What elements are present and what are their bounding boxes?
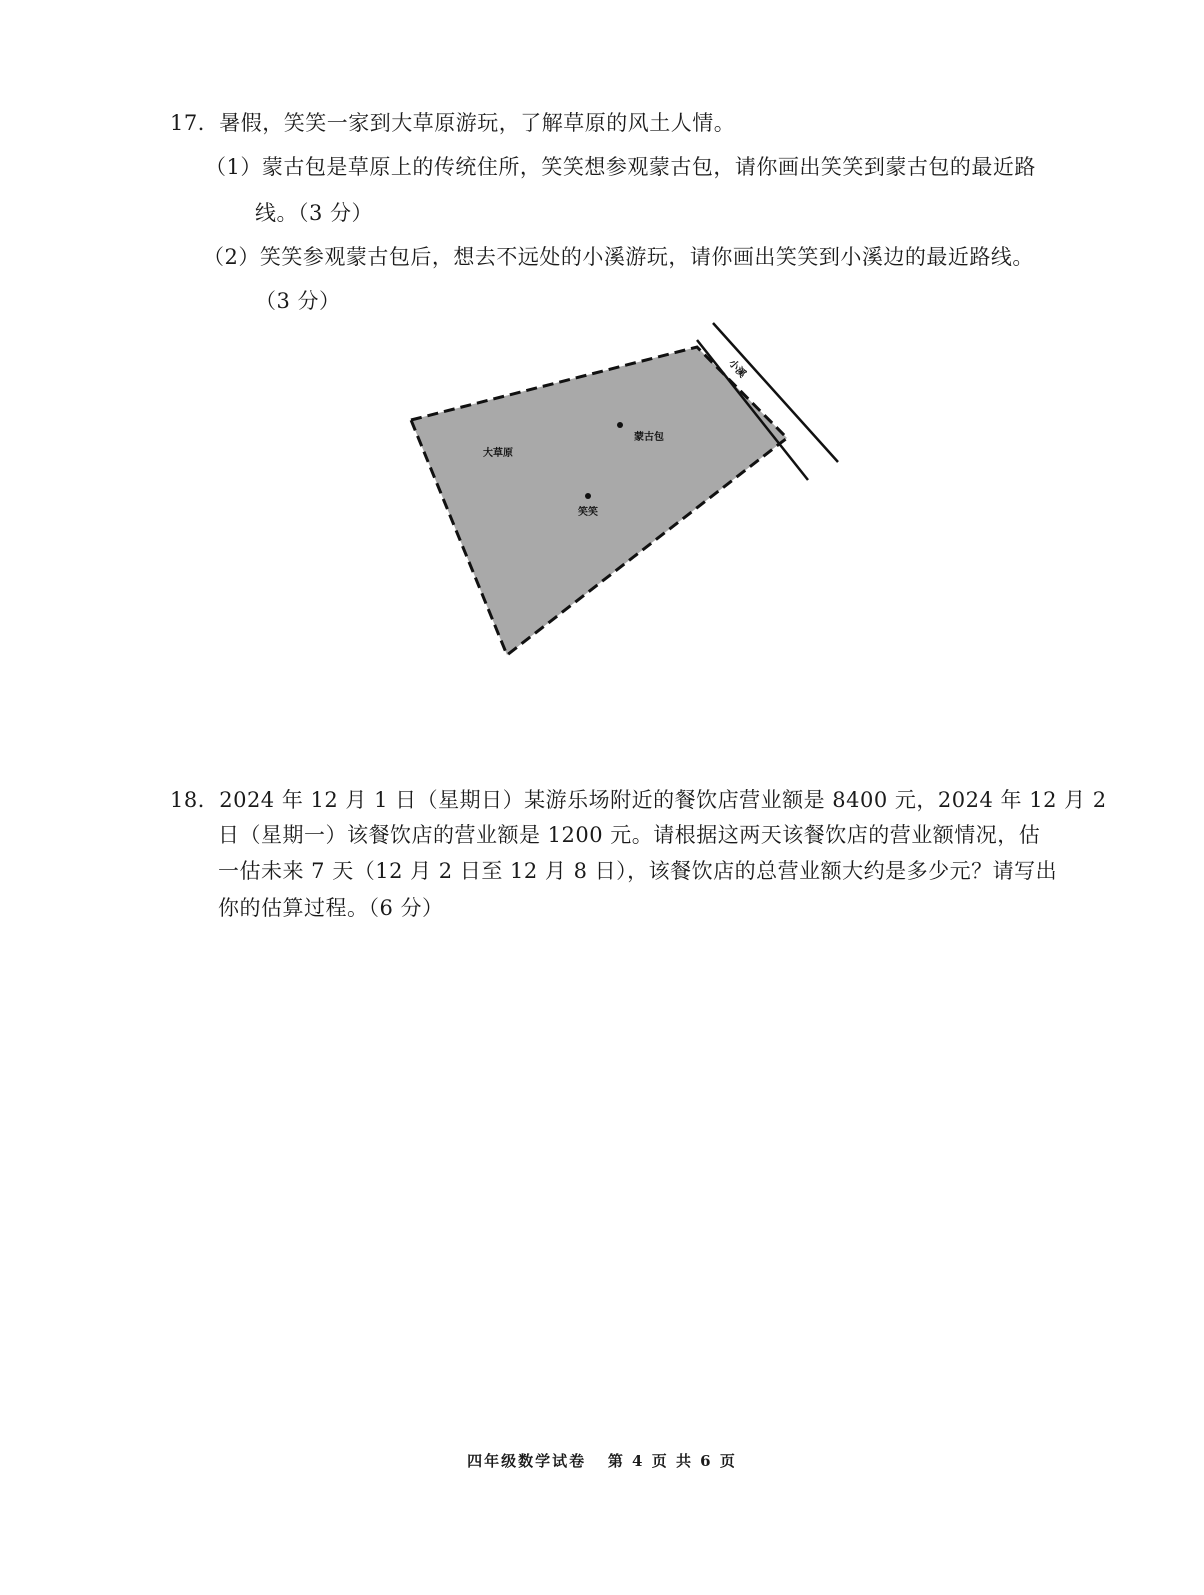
grassland-area [411, 347, 787, 655]
grassland-map-figure [0, 0, 1204, 700]
xiaoxiao-label: 笑笑 [578, 507, 598, 518]
question-17-stem: 17．暑假，笑笑一家到大草原游玩，了解草原的风土人情。 [170, 111, 736, 135]
page-footer: 四年级数学试卷 第 4 页 共 6 页 [467, 1452, 737, 1470]
question-17-part2-line2: （3 分） [255, 289, 341, 313]
stream-label: 小溪 [726, 357, 748, 381]
question-18-line1: 18．2024 年 12 月 1 日（星期日）某游乐场附近的餐饮店营业额是 8400 元，2024 年 12 月 2 [170, 788, 1107, 812]
grassland-label: 大草原 [483, 448, 513, 459]
yurt-label: 蒙古包 [634, 432, 664, 443]
question-17-part1-line1: （1）蒙古包是草原上的传统住所，笑笑想参观蒙古包，请你画出笑笑到蒙古包的最近路 [205, 155, 1036, 179]
yurt-point [617, 422, 623, 428]
question-18-line4: 你的估算过程。（6 分） [218, 896, 444, 920]
question-17-part2-line1: （2）笑笑参观蒙古包后，想去不远处的小溪游玩，请你画出笑笑到小溪边的最近路线。 [203, 245, 1034, 269]
question-17-part1-line2: 线。（3 分） [255, 201, 374, 225]
xiaoxiao-point [585, 493, 591, 499]
question-18-line2: 日（星期一）该餐饮店的营业额是 1200 元。请根据这两天该餐饮店的营业额情况，估 [218, 823, 1041, 847]
question-18-line3: 一估未来 7 天（12 月 2 日至 12 月 8 日），该餐饮店的总营业额大约是多少元？请写出 [218, 859, 1058, 883]
